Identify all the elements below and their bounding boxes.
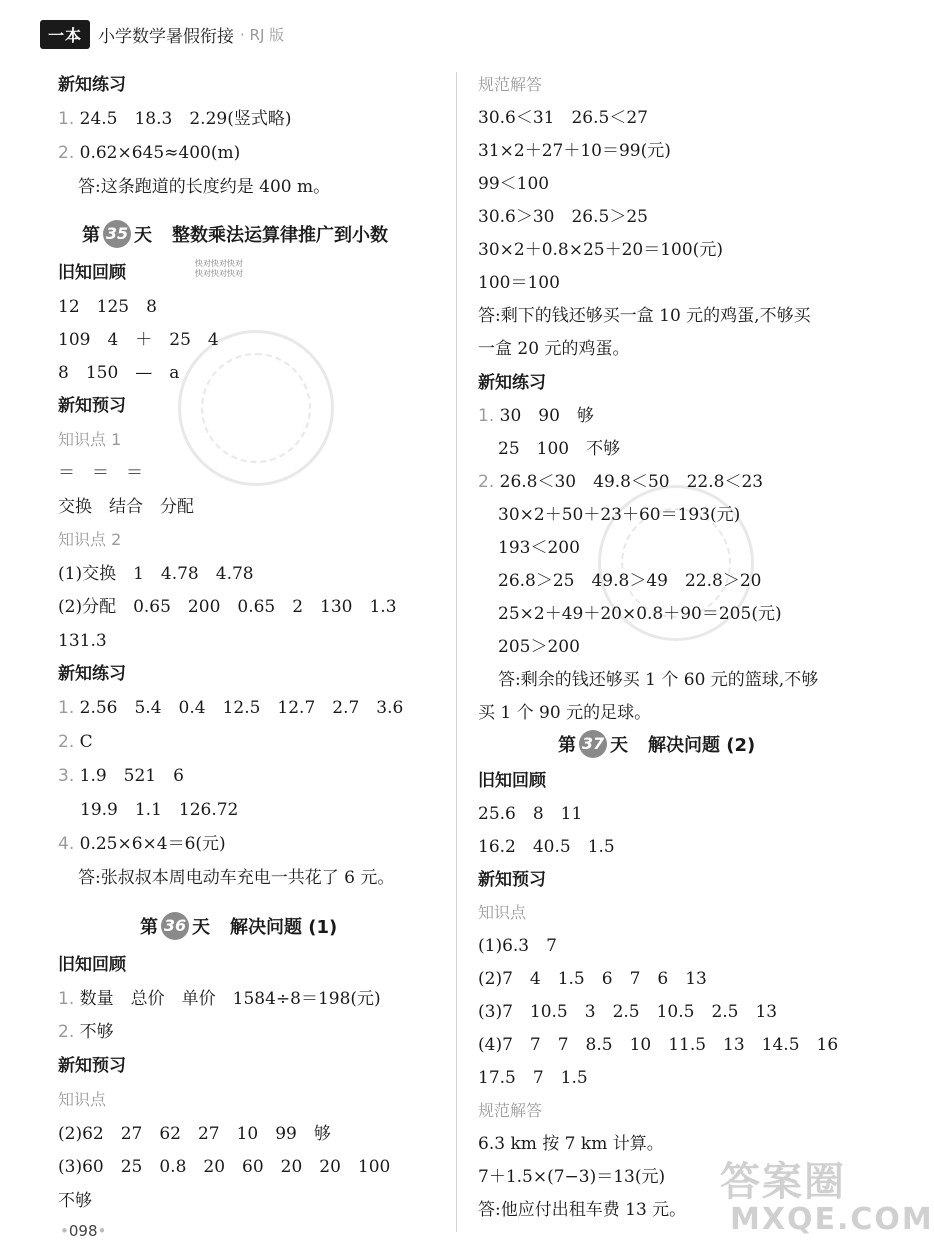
knowledge-point-label: 知识点 [478, 903, 527, 922]
answer-line: (2)7 4 1.5 6 7 6 13 [478, 969, 707, 989]
section-heading: 新知练习 [478, 373, 546, 393]
answer-line: (1)6.3 7 [478, 936, 557, 956]
knowledge-point-label: 知识点 1 [58, 430, 122, 449]
page-header [40, 18, 284, 50]
solution-label: 规范解答 [478, 1101, 543, 1120]
section-heading: 旧知回顾 [478, 771, 546, 791]
answer-line: 19.9 1.1 126.72 [80, 800, 239, 820]
watermark-url: MXQE.COM [730, 1202, 934, 1237]
section-heading: 旧知回顾 [58, 955, 126, 975]
answer-line: (3)60 25 0.8 20 60 20 20 100 [58, 1157, 391, 1177]
day-number-badge: 37 [579, 730, 607, 758]
day-topic: 整数乘法运算律推广到小数 [172, 225, 388, 246]
answer-line: 25×2＋49＋20×0.8＋90＝205(元) [498, 604, 782, 624]
solution-label: 规范解答 [478, 75, 543, 94]
answer-line: 131.3 [58, 631, 107, 651]
book-title: 小学数学暑假衔接 [98, 26, 235, 47]
answer-line: 25.6 8 11 [478, 804, 583, 824]
answer-line: 买 1 个 90 元的足球。 [478, 703, 652, 723]
day-number-badge: 36 [161, 912, 189, 940]
section-heading: 新知预习 [478, 870, 546, 890]
answer-line: 2. C [58, 732, 93, 752]
answer-line: 30.6＜31 26.5＜27 [478, 108, 648, 128]
answer-line: 30.6＞30 26.5＞25 [478, 207, 648, 227]
day-36-title: 第 36 天 解决问题 (1) [140, 912, 337, 940]
answer-line: 12 125 8 [58, 297, 157, 317]
stamp-note: 快对快对快对 快对快对快对 [195, 259, 243, 278]
answer-line: 一盒 20 元的鸡蛋。 [478, 339, 630, 359]
section-heading: 新知练习 [58, 75, 126, 95]
day-37-title: 第 37 天 解决问题 (2) [558, 730, 755, 758]
day-topic: 解决问题 (1) [230, 917, 338, 938]
day-topic: 解决问题 (2) [648, 735, 756, 756]
section-heading: 新知练习 [58, 664, 126, 684]
answer-line: 31×2＋27＋10＝99(元) [478, 141, 671, 161]
answer-line: 2. 0.62×645≈400(m) [58, 143, 241, 163]
answer-line: 1. 30 90 够 [478, 406, 594, 426]
answer-line: ＝ ＝ ＝ [58, 463, 143, 483]
knowledge-point-label: 知识点 [58, 1090, 107, 1109]
column-divider [456, 72, 457, 1232]
answer-line: 6.3 km 按 7 km 计算。 [478, 1134, 664, 1154]
answer-line: 205＞200 [498, 637, 580, 657]
answer-line: 30×2＋50＋23＋60＝193(元) [498, 505, 741, 525]
answer-line: 25 100 不够 [498, 439, 621, 459]
answer-line: 30×2＋0.8×25＋20＝100(元) [478, 240, 723, 260]
answer-line: 193＜200 [498, 538, 580, 558]
answer-line: 答:张叔叔本周电动车充电一共花了 6 元。 [78, 868, 395, 888]
answer-line: 交换 结合 分配 [58, 497, 194, 517]
answer-line: 3. 1.9 521 6 [58, 766, 184, 786]
answer-line: (2)62 27 62 27 10 99 够 [58, 1124, 331, 1144]
answer-line: (4)7 7 7 8.5 10 11.5 13 14.5 16 [478, 1035, 839, 1055]
answer-line: 答:剩余的钱还够买 1 个 60 元的篮球,不够 [498, 670, 819, 690]
answer-line: 答:这条跑道的长度约是 400 m。 [78, 177, 331, 197]
answer-line: 不够 [58, 1191, 92, 1211]
answer-line: 99＜100 [478, 174, 550, 194]
day-35-title: 第 35 天 整数乘法运算律推广到小数 [82, 220, 388, 248]
answer-line: 109 4 ＋ 25 4 [58, 330, 219, 350]
stamp-watermark-left [178, 330, 334, 486]
answer-line: (3)7 10.5 3 2.5 10.5 2.5 13 [478, 1002, 778, 1022]
section-heading: 新知预习 [58, 396, 126, 416]
answer-line: 1. 2.56 5.4 0.4 12.5 12.7 2.7 3.6 [58, 698, 404, 718]
answer-line: 4. 0.25×6×4＝6(元) [58, 834, 226, 854]
book-edition: · RJ 版 [240, 25, 285, 44]
section-heading: 新知预习 [58, 1056, 126, 1076]
section-heading: 旧知回顾 [58, 263, 126, 283]
brand-logo: 一本 [40, 20, 90, 49]
answer-line: 26.8＞25 49.8＞49 22.8＞20 [498, 571, 762, 591]
day-number-badge: 35 [103, 220, 131, 248]
answer-line: (2)分配 0.65 200 0.65 2 130 1.3 [58, 597, 397, 617]
answer-line: 17.5 7 1.5 [478, 1068, 588, 1088]
answer-line: 8 150 — a [58, 363, 180, 383]
answer-line: 7＋1.5×(7−3)＝13(元) [478, 1167, 666, 1187]
answer-line: (1)交换 1 4.78 4.78 [58, 564, 254, 584]
answer-line: 答:剩下的钱还够买一盒 10 元的鸡蛋,不够买 [478, 306, 811, 326]
answer-line: 16.2 40.5 1.5 [478, 837, 615, 857]
answer-line: 1. 24.5 18.3 2.29(竖式略) [58, 109, 292, 129]
answer-line: 100＝100 [478, 273, 560, 293]
watermark-logo-text: 答案圈 [720, 1159, 846, 1205]
page-number: •098• [60, 1222, 107, 1240]
answer-line: 1. 数量 总价 单价 1584÷8＝198(元) [58, 989, 381, 1009]
knowledge-point-label: 知识点 2 [58, 530, 122, 549]
answer-line: 2. 26.8＜30 49.8＜50 22.8＜23 [478, 472, 764, 492]
site-watermark [720, 1150, 934, 1240]
answer-line: 答:他应付出租车费 13 元。 [478, 1200, 687, 1220]
answer-line: 2. 不够 [58, 1022, 114, 1042]
